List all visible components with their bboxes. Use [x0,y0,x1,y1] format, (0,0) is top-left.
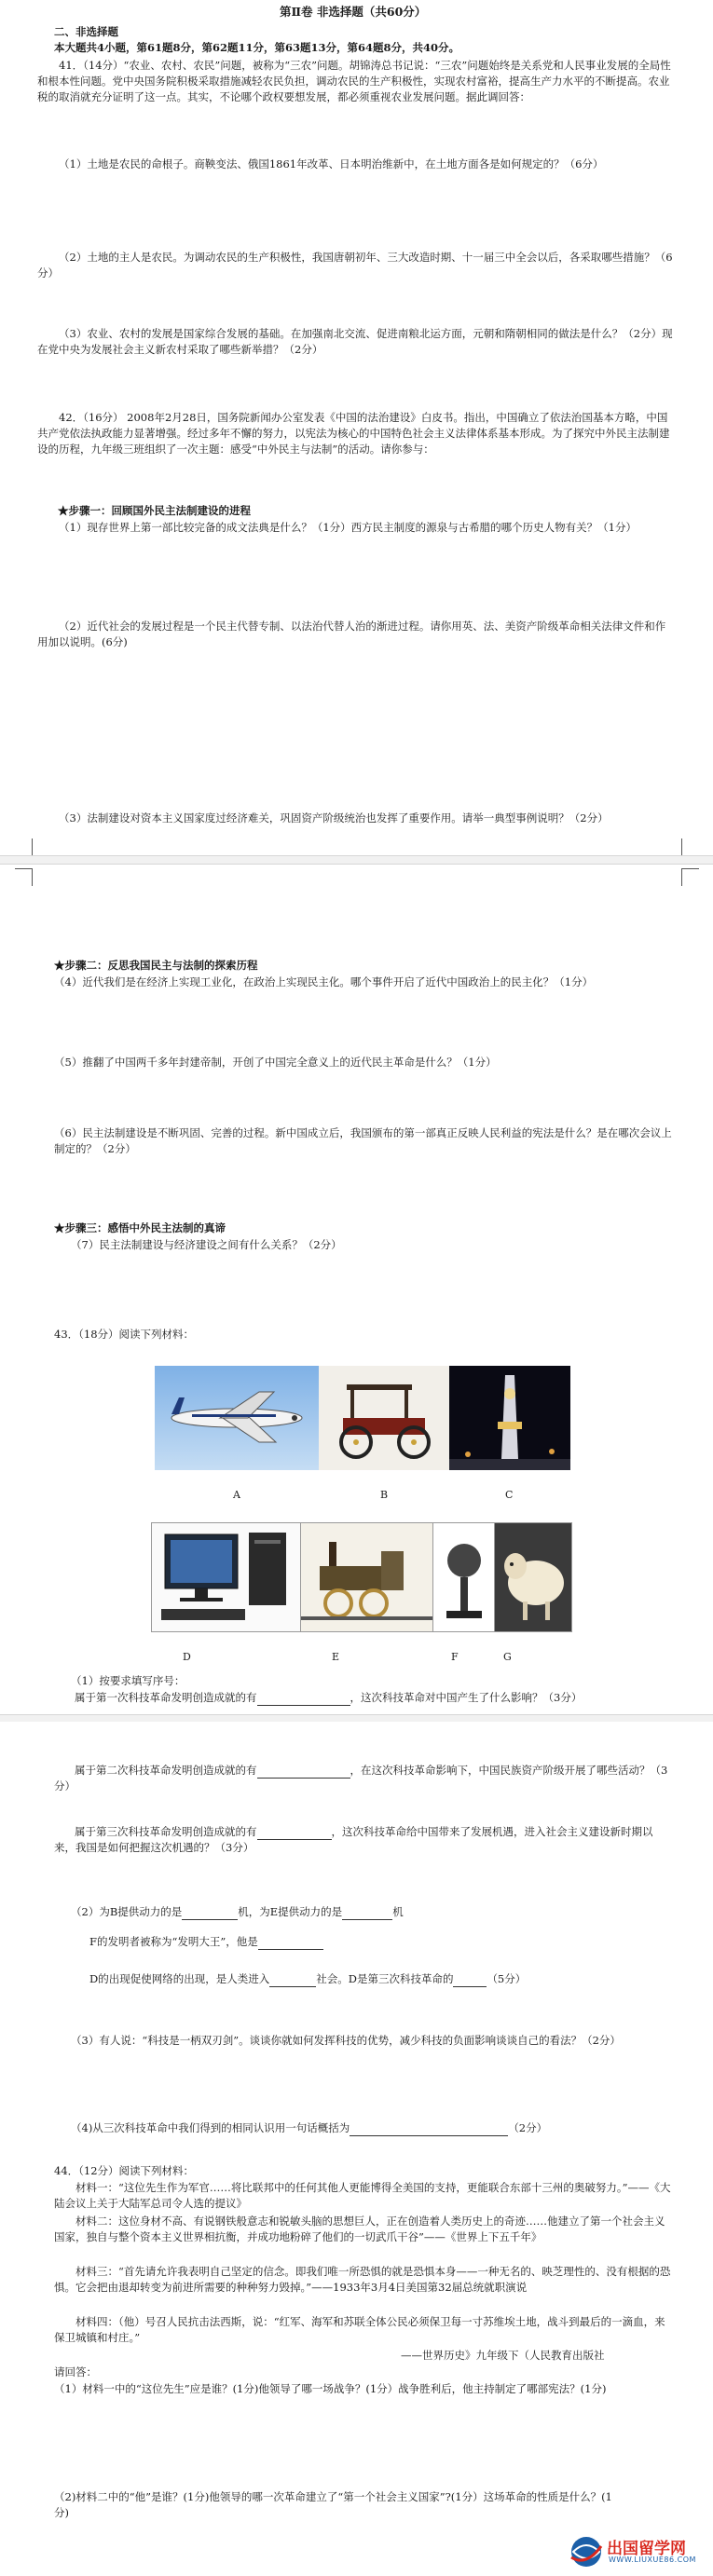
q42-step2: ★步骤二：反思我国民主与法制的探索历程 [54,959,258,972]
answer-blank[interactable] [182,1907,238,1920]
answer-blank[interactable] [257,1827,332,1840]
q43-2-a-tail: 机 [392,1905,404,1918]
q43-1-b [54,1763,673,1794]
q44-material-3: 材料三：“首先请允许我表明自己坚定的信念。即我们唯一所恐惧的就是恐惧本身——一种无名的、映芝理性的、没有根据的恐惧。它会把由退却转变为前进所需要的种种努力毁掉。”——1933年3月4日美国第32届总统就职演说 [54,2265,671,2294]
caption-f: F [451,1651,459,1663]
image-c-tower [449,1366,570,1470]
watermark-name: 出国留学网 [607,2540,686,2558]
q43-4-tail: （2分） [508,2121,548,2134]
q42-5: （5）推翻了中国两千多年封建帝制，开创了中国完全意义上的近代民主革命是什么？（1分） [54,1056,497,1069]
q44-2: （2)材料二中的“他”是谁？(1分)他领导的哪一次革命建立了“第一个社会主义国家”?(1分）这场革命的性质是什么？(1分) [54,2490,612,2519]
q43-intro: 43．（18分）阅读下列材料： [54,1328,195,1341]
answer-blank[interactable] [258,1937,323,1950]
q42-step3: ★步骤三：感悟中外民主法制的真谛 [54,1221,226,1234]
watermark-url: WWW.LIUXUE86.COM [609,2556,696,2564]
q44-material-4: 材料四：（他）号召人民抗击法西斯，说：“红军、海军和苏联全体公民必须保卫每一寸苏维埃土地，战斗到最后的一滴血，来保卫城镇和村庄。” [54,2315,665,2344]
q43-2-c-mid: 社会。D是第三次科技革命的 [316,1972,454,1985]
q44-ask: 请回答： [54,2365,97,2378]
q43-1-c-tail: ，这次科技革命给中国带来了发展机遇，进入社会主义建设新时期以来，我国是如何把握这次机遇的？（3分） [54,1825,653,1854]
q44-material-2: 材料二：这位身材不高、有说钢铁般意志和锐敏头脑的思想巨人，正在创造着人类历史上的奇迹……他建立了第一个社会主义国家，独自与整个资本主义世界相抗衡，并成功地粉碎了他们的一切武爪干谷”——《世界上下五千年》 [54,2215,665,2243]
image-g-sheep [494,1522,572,1632]
q44-material-1: 材料一：“这位先生作为军官……将比联邦中的任何其他人更能博得全美国的支持，更能联合东部十三州的奥破努力。”——《大陆会议上关于大陆军总司令人选的提议》 [54,2181,671,2210]
q44-source: ——世界历史》九年级下（人民教育出版社 [401,2349,605,2362]
crop-mark [681,868,699,886]
answer-blank[interactable] [257,1765,350,1779]
q43-4-text: （4)从三次科技革命中我们得到的相同认识用一句话概括为 [71,2121,350,2134]
q43-2-c-text: D的出现促使网络的出现，是人类进入 [89,1972,270,1985]
q43-3: （3）有人说：“科技是一柄双刃剑”。谈谈你就如何发挥科技的优势，减少科技的负面影响谈谈自己的看法？（2分） [71,2034,621,2047]
q43-1-c-text: 属于第三次科技革命发明创造成就的有 [75,1825,257,1838]
q43-1-b-tail: ，在这次科技革命影响下，中国民族资产阶级开展了哪些活动？（3分） [54,1764,668,1792]
q42-1: （1）现存世界上第一部比较完备的成文法典是什么？（1分）西方民主制度的源泉与古希腊的哪个历史人物有关？（1分） [59,521,637,534]
q42-7: （7）民主法制建设与经济建设之间有什么关系？（2分） [71,1238,342,1251]
q43-1-c [54,1824,673,1856]
section-title: 第Ⅱ卷 非选择题（共60分） [280,5,427,19]
image-f-telephone [432,1522,496,1632]
caption-b: B [380,1489,389,1501]
q42-intro: 42．（16分） 2008年2月28日，国务院新闻办公室发表《中国的法治建设》白皮书。指出，中国确立了依法治国基本方略，中国共产党依法执政能力显著增强。经过多年不懈的努力，以宪法为核心的中国特色社会主义法律体系基本形成。为了探究中外民主法制建设的历程，九年级三班组织了一次主题：感受“中外民主与法制”的活动。请你参与： [37,411,670,456]
q43-2-b-text: F的发明者被称为“发明大王”，他是 [89,1935,258,1948]
q42-4: （4）近代我们是在经济上实现工业化，在政治上实现民主化。哪个事件开启了近代中国政治上的民主化？（1分） [54,975,594,988]
globe-icon [568,2533,605,2570]
image-a-airplane [155,1366,319,1470]
page-3 [0,1722,713,2576]
q43-1-b-text: 属于第二次科技革命发明创造成就的有 [75,1764,257,1777]
q42-step1: ★步骤一：回顾国外民主法制建设的进程 [58,504,251,517]
q42-6: （6）民主法制建设是不断巩固、完善的过程。新中国成立后，我国颁布的第一部真正反映人民利益的宪法是什么？是在哪次会议上制定的？（2分） [54,1126,672,1155]
q43-1-heading: （1）按要求填写序号： [71,1674,185,1687]
caption-e: E [332,1651,340,1663]
q43-1-a-text: 属于第一次科技革命发明创造成就的有 [75,1691,257,1704]
answer-blank[interactable] [453,1974,487,1987]
answer-blank[interactable] [269,1974,316,1987]
caption-g: G [503,1651,512,1663]
q43-1-a [54,1690,673,1706]
q43-2-a-text: （2）为B提供动力的是 [71,1905,183,1918]
answer-blank[interactable] [342,1907,392,1920]
page-2 [0,865,713,1714]
q43-1-a-tail: ，这次科技革命对中国产生了什么影响？（3分） [350,1691,583,1704]
page-separator [0,855,713,865]
instructions: 本大题共4小题，第61题8分，第62题11分，第63题13分，第64题8分，共40分。 [54,41,460,54]
page-1 [0,0,713,855]
q41-intro: 41．（14分）“农业、农村、农民”问题，被称为“三农”问题。胡锦涛总书记说：“三农”问题始终是关系党和人民事业发展的全局性和根本性问题。党中央国务院积极采取措施减轻农民负担，调动农民的生产积极性，实现农村富裕，提高生产力水平的不断提高。农业税的取消就充分证明了这一点。其实，不论哪个政权要想发展，都必须重视农业发展问题。据此调回答： [37,59,671,103]
crop-mark [15,868,33,886]
q43-2-b [89,1934,673,1950]
caption-a: A [233,1489,240,1501]
q42-2: （2）近代社会的发展过程是一个民主代替专制、以法治代替人治的渐进过程。请你用英、法、美资产阶级革命相关法律文件和作用加以说明。(6分) [37,620,666,648]
crop-mark [681,838,699,856]
q41-2: （2）土地的主人是农民。为调动农民的生产积极性，我国唐朝初年、三大改造时期、十一届三中全会以后，各采取哪些措施？（6分） [37,251,673,279]
image-d-computer [151,1522,302,1632]
q42-3: （3）法制建设对资本主义国家度过经济难关，巩固资产阶级统治也发挥了重要作用。请举一典型事例说明？（2分） [59,811,609,825]
part-heading: 二、非选择题 [54,25,118,38]
image-b-car [319,1366,449,1470]
crop-mark [15,838,33,856]
q44-1: （1）材料一中的“这位先生”应是谁？(1分)他领导了哪一场战争？(1分）战争胜利后，他主持制定了哪部宪法？(1分) [54,2382,607,2395]
q41-3: （3）农业、农村的发展是国家综合发展的基础。在加强南北交流、促进南粮北运方面，元朝和隋朝相同的做法是什么？（2分）现在党中央为发展社会主义新农村采取了哪些新举措？（2分） [37,327,673,356]
q41-1: （1）土地是农民的命根子。商鞅变法、俄国1861年改革、日本明治维新中，在土地方面各是如何规定的？（6分） [59,157,604,170]
q43-2-a [71,1904,673,1920]
caption-d: D [183,1651,191,1663]
q44-intro: 44．（12分）阅读下列材料： [54,2164,195,2177]
q43-2-a-mid: 机，为E提供动力的是 [238,1905,343,1918]
answer-blank[interactable] [257,1693,350,1706]
q43-2-c [89,1971,673,1987]
q43-4 [71,2120,673,2136]
caption-c: C [505,1489,514,1501]
q43-2-c-tail: （5分） [487,1972,527,1985]
image-e-locomotive [300,1522,434,1632]
answer-blank[interactable] [350,2123,508,2136]
site-watermark [568,2533,707,2570]
